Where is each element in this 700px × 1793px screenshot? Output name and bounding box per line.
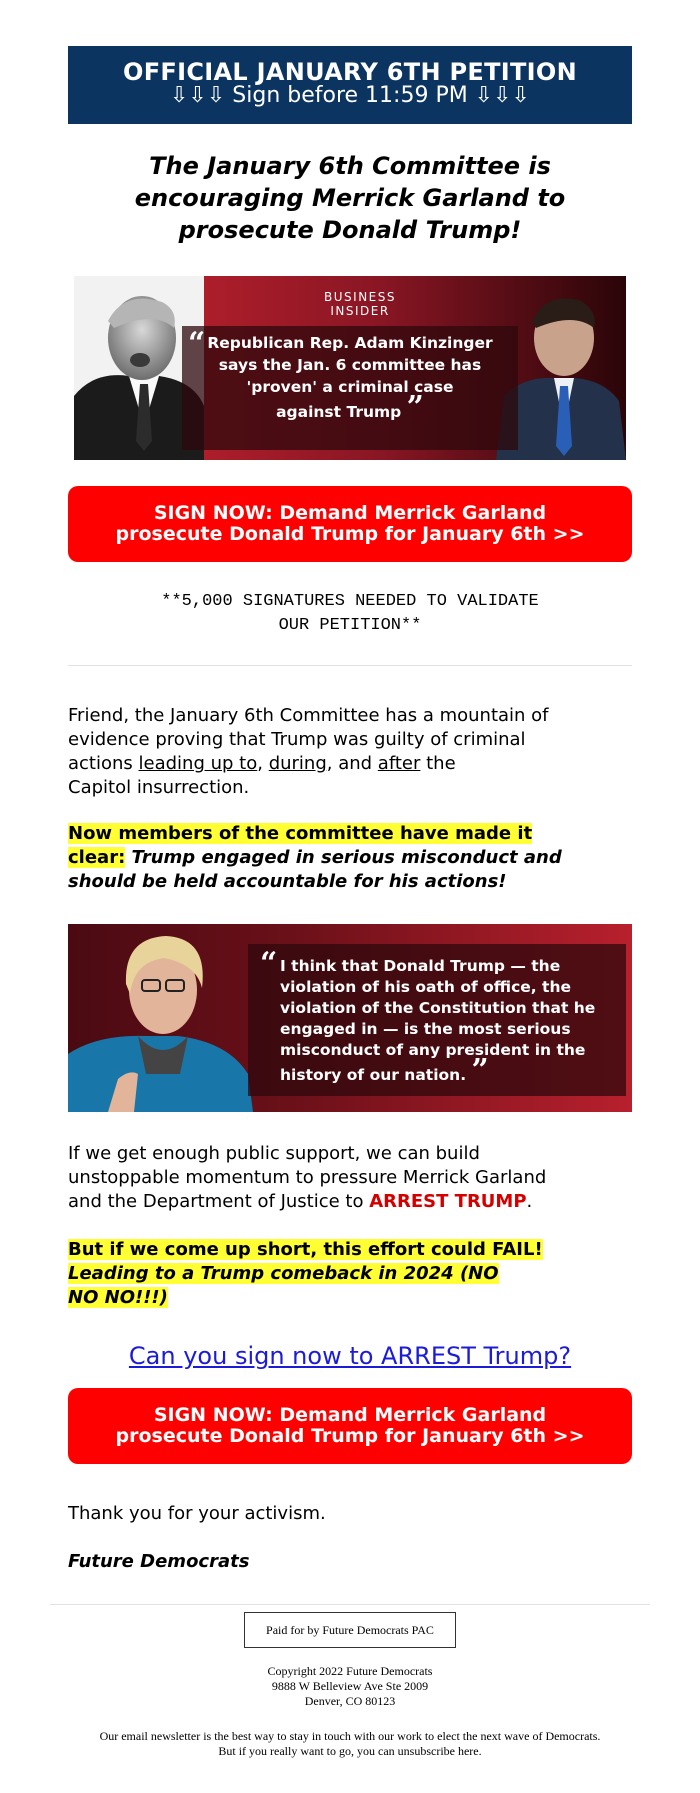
footer-newsletter: Our email newsletter is the best way to stay in touch with our work to elect the next wave of Democrats. But if you really want to go, you can unsubscribe here. (50, 1729, 650, 1759)
warning-paragraph (68, 1238, 632, 1310)
headline-line: encouraging Merrick Garland to (134, 184, 566, 212)
footer-divider (50, 1604, 650, 1605)
highlighted-text: Now members of the committee have made it (68, 823, 533, 844)
support-paragraph: If we get enough public support, we can build unstoppable momentum to pressure Merrick Garland and the Department of Justice to ARREST TRUMP. (68, 1143, 547, 1212)
headline-line: prosecute Donald Trump! (178, 216, 522, 244)
thanks-text: Thank you for your activism. (68, 1503, 326, 1524)
banner-title: OFFICIAL JANUARY 6TH PETITION (123, 58, 577, 86)
banner-subtitle: ⇩⇩⇩ Sign before 11:59 PM ⇩⇩⇩ (169, 83, 530, 108)
business-insider-logo: BUSINESS INSIDER (324, 290, 396, 318)
close-quote-icon: ” (471, 1053, 489, 1088)
cheney-quote-image (68, 924, 632, 1112)
highlighted-text: But if we come up short, this effort could FAIL! (68, 1239, 543, 1260)
signatures-needed-note: **5,000 SIGNATURES NEEDED TO VALIDATE OUR PETITION** (161, 592, 539, 635)
unsubscribe-link[interactable]: But if you really want to go, you can unsubscribe here. (218, 1744, 482, 1758)
divider (68, 665, 632, 666)
petition-banner (68, 46, 632, 124)
open-quote-icon: “ (260, 946, 278, 981)
close-quote-icon: ” (406, 390, 424, 425)
highlighted-text: Leading to a Trump comeback in 2024 (NO (68, 1263, 499, 1284)
paid-for-disclaimer: Paid for by Future Democrats PAC (244, 1612, 456, 1648)
headline (68, 150, 632, 246)
footer-address: Copyright 2022 Future Democrats 9888 W Belleview Ave Ste 2009 Denver, CO 80123 (267, 1664, 433, 1708)
signature: Future Democrats (68, 1551, 250, 1572)
cheney-quote: “ I think that Donald Trump — the violation of his oath of office, the violation of the Constitution that he engaged in — is the most serious misconduct of any president in the history of our nation. ” (248, 944, 626, 1096)
open-quote-icon: “ (188, 326, 206, 361)
sign-now-button-2[interactable]: SIGN NOW: Demand Merrick Garland prosecute Donald Trump for January 6th >> (68, 1388, 632, 1464)
sign-now-link[interactable]: Can you sign now to ARREST Trump? (128, 1342, 572, 1370)
intro-paragraph: Friend, the January 6th Committee has a mountain of evidence proving that Trump was guilty of criminal actions leading up to, during, and after the Capitol insurrection. (68, 705, 549, 798)
underlined-phrase: after (377, 753, 421, 774)
kinzinger-quote-image (74, 276, 626, 460)
arrest-trump-text: ARREST TRUMP (369, 1191, 527, 1212)
headline-line: The January 6th Committee is (149, 152, 551, 180)
underlined-phrase: during (268, 753, 327, 774)
underlined-phrase: leading up to (138, 753, 258, 774)
cheney-photo-illustration (68, 924, 268, 1112)
sign-now-button[interactable]: SIGN NOW: Demand Merrick Garland prosecute Donald Trump for January 6th >> (68, 486, 632, 562)
committee-statement: Now members of the committee have made it clear: Trump engaged in serious misconduct and should be held accountable for his actions! (68, 823, 562, 892)
highlighted-text: NO NO!!!) (68, 1287, 168, 1308)
highlighted-text: clear: (68, 847, 126, 868)
kinzinger-quote: “ Republican Rep. Adam Kinzinger says the Jan. 6 committee has 'proven' a criminal case against Trump ” (182, 326, 518, 450)
sign-link-container (68, 1342, 632, 1370)
